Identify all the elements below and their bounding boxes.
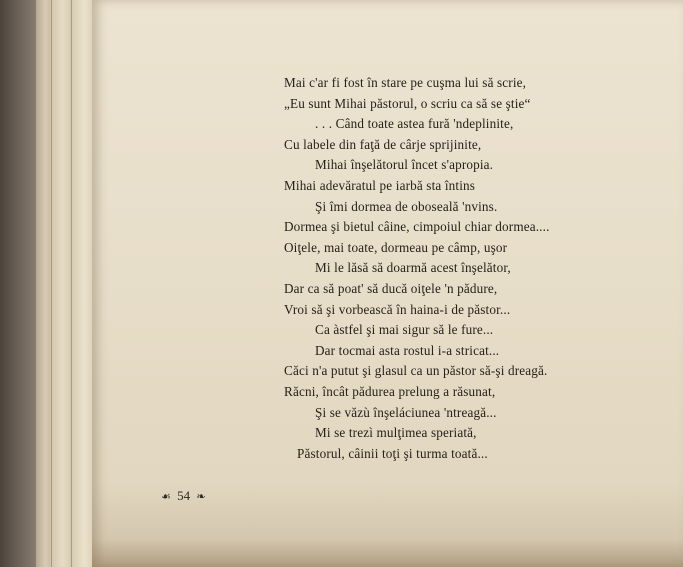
page-edge: [70, 0, 94, 567]
poem-line: Vroi să şi vorbească în haina-i de păstor...: [284, 301, 511, 317]
page-edge: [50, 0, 72, 567]
page-edge-line: [51, 0, 52, 567]
poem-line: Mi le lăsă să doarmă acest înşelător,: [315, 260, 511, 276]
poem-line: Cu labele din faţă de cârje sprijinite,: [284, 136, 482, 152]
page-number-value: 54: [177, 488, 191, 503]
poem-line: Păstorul, câinii toţi şi turma toată...: [297, 445, 488, 461]
poem-line: Răcni, încât pădurea prelung a răsunat,: [284, 383, 496, 399]
poem-text: [284, 73, 674, 464]
poem-line: Dormea şi bietul câine, cimpoiul chiar dormea....: [284, 219, 550, 235]
poem-line: Oiţele, mai toate, dormeau pe câmp, uşor: [284, 239, 508, 255]
page-edge-line: [71, 0, 72, 567]
ornament-right-icon: ❧: [196, 491, 206, 503]
poem-line: „Eu sunt Mihai păstorul, o scriu ca să se ştie“: [284, 95, 531, 111]
poem-line: Mihai adevăratul pe iarbă sta întins: [284, 177, 476, 193]
page-number: [158, 488, 209, 504]
poem-line: Şi îmi dormea de oboseală 'nvins.: [315, 198, 498, 214]
poem-line: Mi se trezì mulţimea speriată,: [315, 425, 477, 441]
poem-line: Căci n'a putut şi glasul ca un păstor să-şi dreagă.: [284, 363, 548, 379]
poem-line: Şi se văzù înşeláciunea 'ntreagă...: [315, 404, 497, 420]
poem-line: . . . Când toate astea fură 'ndeplinite,: [315, 116, 514, 132]
poem-line: Mai c'ar fi fost în stare pe cuşma lui să scrie,: [284, 75, 527, 90]
poem-line: Dar ca să poat' să ducă oiţele 'n pădure,: [284, 280, 498, 296]
poem-line: Dar tocmai asta rostul i-a stricat...: [315, 342, 500, 358]
book-shadow-edge: [0, 0, 40, 567]
ornament-left-icon: ☙: [161, 491, 171, 503]
poem-line: Mihai înşelătorul încet s'apropia.: [315, 157, 494, 173]
poem-line: Ca àstfel şi mai sigur să le fure...: [315, 322, 494, 338]
